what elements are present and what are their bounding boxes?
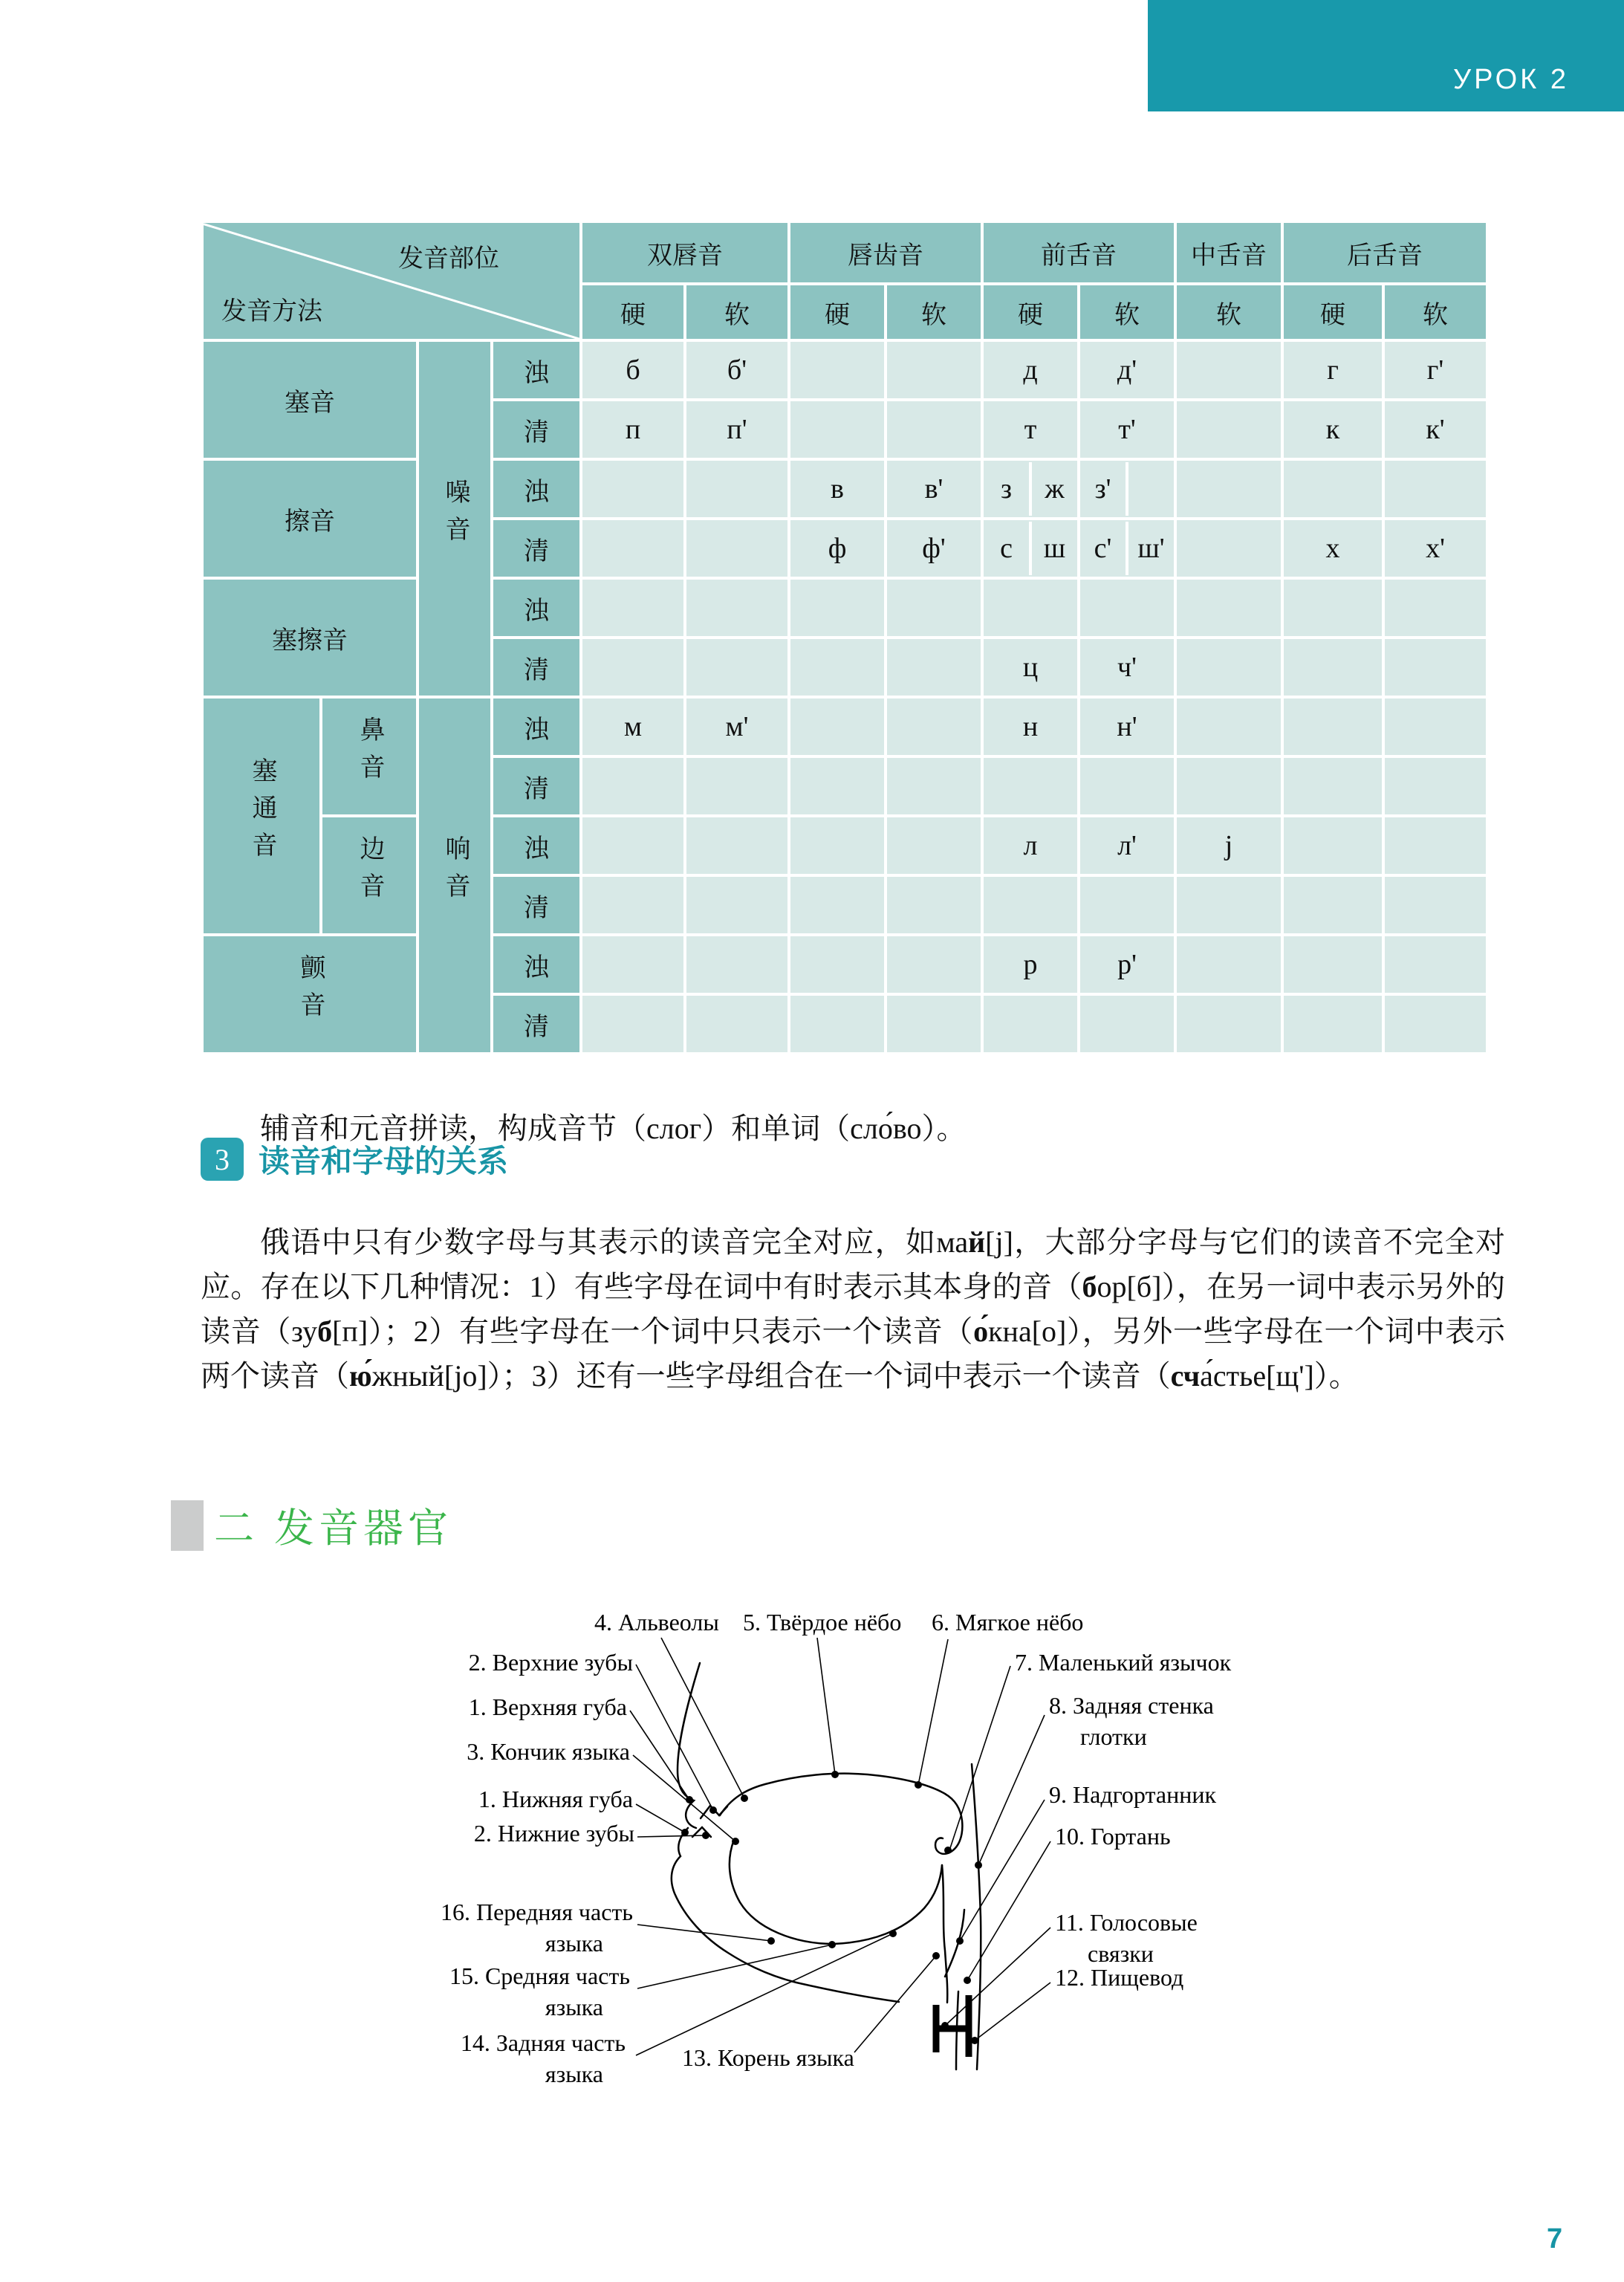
col-header-back: 后舌音 bbox=[1282, 221, 1487, 284]
consonant-articulation-table bbox=[201, 220, 1489, 1055]
pharynx-wall bbox=[972, 1764, 981, 2069]
dot-pharynx-wall bbox=[975, 1861, 982, 1869]
row-label-stop: 塞音 bbox=[202, 340, 418, 459]
table-cell bbox=[1175, 935, 1282, 994]
label-alveoli: 4. Альвеолы bbox=[594, 1609, 719, 1636]
dot-vocal-cords bbox=[941, 2022, 949, 2029]
table-cell: п bbox=[581, 400, 685, 459]
table-subcell: з bbox=[1000, 473, 1012, 505]
table-subcell: с bbox=[1000, 533, 1013, 564]
table-cell: л bbox=[982, 816, 1079, 875]
subheader-hard: 硬 bbox=[789, 284, 886, 340]
table-cell bbox=[581, 994, 685, 1054]
corner-label-method: 发音方法 bbox=[221, 298, 322, 325]
table-cell bbox=[581, 756, 685, 816]
label-tongue-tip: 3. Кончик языка bbox=[467, 1738, 630, 1765]
label-hard-palate: 5. Твёрдое нёбо bbox=[743, 1609, 902, 1636]
table-cell bbox=[886, 756, 982, 816]
row-label-voiced: 浊 bbox=[492, 578, 581, 638]
row-label-text: 鼻音 bbox=[356, 716, 383, 791]
dot-soft-palate bbox=[915, 1781, 922, 1789]
table-cell bbox=[1175, 400, 1282, 459]
row-label-lateral bbox=[321, 816, 418, 935]
table-cell bbox=[789, 400, 886, 459]
row-label-voiceless: 清 bbox=[492, 994, 581, 1054]
table-cell bbox=[886, 340, 982, 400]
table-cell: р' bbox=[1079, 935, 1175, 994]
table-cell bbox=[886, 400, 982, 459]
row-label-nasal bbox=[321, 697, 418, 816]
table-cell bbox=[1175, 638, 1282, 697]
label-tongue-front-2: языка bbox=[545, 1930, 603, 1957]
table-cell: ф' bbox=[886, 519, 982, 578]
row-label-voiced: 浊 bbox=[492, 340, 581, 400]
dot-tongue-middle bbox=[828, 1941, 836, 1948]
paragraph-letters-sounds: 俄语中只有少数字母与其表示的读音完全对应，如май[j]，大部分字母与它们的读音不完全对应。存在以下几种情况：1）有些字母在词中有时表示其本身的音（бор[б]），在另一词中表示另外的读音（зуб[п]）；2）有些字母在一个词中只表示一个读音（о́кна[о]），另外一些字母在一个词中表示两个读音（ю́жный[jо]）；3）还有一些字母组合在一个词中表示一个读音（сча́стье[щ']）。 bbox=[201, 1225, 1506, 1393]
table-cell bbox=[1383, 816, 1487, 875]
table-cell bbox=[1282, 697, 1383, 756]
palate-uvula bbox=[720, 1774, 962, 1854]
table-subcell: з' bbox=[1094, 473, 1111, 505]
table-cell bbox=[789, 756, 886, 816]
table-subcell: с' bbox=[1094, 533, 1112, 564]
row-label-trill bbox=[202, 935, 418, 1054]
split-cell bbox=[1080, 462, 1174, 516]
dot-epiglottis bbox=[956, 1937, 964, 1945]
subheader-soft: 软 bbox=[685, 284, 789, 340]
dot-upper-teeth bbox=[709, 1806, 717, 1814]
table-cell bbox=[581, 638, 685, 697]
table-cell: ц bbox=[982, 638, 1079, 697]
table-cell bbox=[1282, 578, 1383, 638]
dot-tongue-tip bbox=[732, 1838, 739, 1845]
table-cell: м bbox=[581, 697, 685, 756]
table-cell bbox=[982, 578, 1079, 638]
table-cell bbox=[982, 875, 1079, 935]
row-label-stop-passage bbox=[202, 697, 321, 935]
table-cell: ф bbox=[789, 519, 886, 578]
table-cell: х bbox=[1282, 519, 1383, 578]
row-label-voiced: 浊 bbox=[492, 459, 581, 519]
table-cell bbox=[685, 519, 789, 578]
table-cell bbox=[789, 638, 886, 697]
row-label-voiceless: 清 bbox=[492, 400, 581, 459]
table-cell bbox=[1282, 816, 1383, 875]
row-label-voiced: 浊 bbox=[492, 935, 581, 994]
tongue-root bbox=[942, 1865, 947, 2003]
table-cell bbox=[685, 578, 789, 638]
row-label-text: 响音 bbox=[441, 834, 469, 910]
label-tongue-middle-2: языка bbox=[545, 1994, 603, 2020]
table-cell bbox=[1079, 875, 1175, 935]
table-cell bbox=[1175, 459, 1282, 519]
split-cell bbox=[984, 522, 1077, 575]
table-cell bbox=[581, 459, 685, 519]
table-cell bbox=[581, 935, 685, 994]
subheader-soft: 软 bbox=[1383, 284, 1487, 340]
diagram-labels bbox=[441, 1609, 1232, 2087]
label-upper-teeth: 2. Верхние зубы bbox=[468, 1649, 633, 1676]
table-cell bbox=[685, 816, 789, 875]
table-cell bbox=[886, 638, 982, 697]
table-corner bbox=[202, 221, 581, 340]
row-label-text: 噪音 bbox=[441, 478, 469, 553]
table-cell bbox=[685, 994, 789, 1054]
table-cell bbox=[1175, 340, 1282, 400]
table-subcell: ш bbox=[1029, 522, 1077, 575]
paragraph-syllable: 辅音和元音拼读，构成音节（слог）和单词（сло́во）。 bbox=[260, 1112, 967, 1145]
table-cell bbox=[1079, 519, 1175, 578]
table-cell bbox=[1383, 638, 1487, 697]
table-cell bbox=[1079, 756, 1175, 816]
label-lower-lip: 1. Нижняя губа bbox=[478, 1786, 633, 1812]
table-cell bbox=[1383, 935, 1487, 994]
table-cell: д bbox=[982, 340, 1079, 400]
section-marker bbox=[171, 1500, 204, 1551]
table-cell bbox=[581, 875, 685, 935]
table-cell bbox=[581, 578, 685, 638]
corner-label-place: 发音部位 bbox=[398, 245, 499, 273]
label-epiglottis: 9. Надгортанник bbox=[1049, 1781, 1216, 1808]
table-cell bbox=[1383, 459, 1487, 519]
table-cell bbox=[685, 875, 789, 935]
subheader-soft: 软 bbox=[886, 284, 982, 340]
dot-tongue-back bbox=[889, 1930, 897, 1937]
subheader-hard: 硬 bbox=[1282, 284, 1383, 340]
table-cell bbox=[982, 519, 1079, 578]
dot-esophagus bbox=[971, 2037, 978, 2044]
page-number: 7 bbox=[1547, 2223, 1563, 2255]
table-cell bbox=[982, 756, 1079, 816]
table-subcell: ш' bbox=[1126, 522, 1174, 575]
col-header-bilabial: 双唇音 bbox=[581, 221, 789, 284]
table-cell: б bbox=[581, 340, 685, 400]
label-vocal-cords-2: связки bbox=[1088, 1940, 1154, 1967]
table-subcell bbox=[1126, 462, 1174, 516]
row-label-voiceless: 清 bbox=[492, 875, 581, 935]
col-header-labiodental: 唇齿音 bbox=[789, 221, 982, 284]
table-cell bbox=[1079, 578, 1175, 638]
table-cell: т bbox=[982, 400, 1079, 459]
table-cell: j bbox=[1175, 816, 1282, 875]
table-cell: г bbox=[1282, 340, 1383, 400]
table-cell: п' bbox=[685, 400, 789, 459]
table-cell bbox=[685, 935, 789, 994]
table-cell bbox=[789, 340, 886, 400]
section-number-badge: 3 bbox=[201, 1138, 244, 1181]
table-cell: г' bbox=[1383, 340, 1487, 400]
table-cell bbox=[1282, 935, 1383, 994]
table-cell: в' bbox=[886, 459, 982, 519]
table-cell bbox=[982, 994, 1079, 1054]
table-cell: т' bbox=[1079, 400, 1175, 459]
table-cell: х' bbox=[1383, 519, 1487, 578]
dot-lower-lip bbox=[681, 1829, 689, 1836]
table-cell bbox=[1175, 697, 1282, 756]
dot-upper-lip bbox=[686, 1796, 693, 1803]
row-label-voiced: 浊 bbox=[492, 697, 581, 756]
table-cell bbox=[1282, 459, 1383, 519]
row-label-text: 颤音 bbox=[296, 953, 324, 1028]
dot-lower-teeth bbox=[702, 1832, 709, 1839]
table-cell: л' bbox=[1079, 816, 1175, 875]
table-cell: к' bbox=[1383, 400, 1487, 459]
table-cell bbox=[581, 519, 685, 578]
table-cell: в bbox=[789, 459, 886, 519]
label-tongue-back-2: языка bbox=[545, 2061, 603, 2087]
table-cell bbox=[685, 638, 789, 697]
label-tongue-root: 13. Корень языка bbox=[682, 2044, 854, 2071]
label-larynx: 10. Гортань bbox=[1055, 1823, 1171, 1850]
table-cell bbox=[685, 459, 789, 519]
table-cell bbox=[789, 994, 886, 1054]
table-cell bbox=[789, 935, 886, 994]
table-cell bbox=[1282, 875, 1383, 935]
table-cell bbox=[1079, 459, 1175, 519]
dot-uvula bbox=[944, 1847, 952, 1854]
table-cell bbox=[1282, 638, 1383, 697]
table-cell: б' bbox=[685, 340, 789, 400]
section-2-heading bbox=[171, 1497, 452, 1554]
table-cell: р bbox=[982, 935, 1079, 994]
table-cell bbox=[789, 697, 886, 756]
row-label-text: 边音 bbox=[356, 834, 383, 910]
table-cell bbox=[581, 816, 685, 875]
table-cell bbox=[886, 875, 982, 935]
subheader-hard: 硬 bbox=[982, 284, 1079, 340]
label-esophagus: 12. Пищевод bbox=[1055, 1964, 1184, 1991]
table-cell: н' bbox=[1079, 697, 1175, 756]
subheader-soft: 软 bbox=[1079, 284, 1175, 340]
split-cell bbox=[984, 462, 1077, 516]
split-cell bbox=[1080, 522, 1174, 575]
table-cell: м' bbox=[685, 697, 789, 756]
table-cell bbox=[886, 578, 982, 638]
table-cell: д' bbox=[1079, 340, 1175, 400]
table-cell bbox=[1175, 875, 1282, 935]
dot-tongue-front bbox=[767, 1937, 775, 1945]
dot-tongue-root bbox=[932, 1952, 940, 1960]
table-cell bbox=[789, 875, 886, 935]
row-label-fricative: 擦音 bbox=[202, 459, 418, 578]
col-header-middle: 中舌音 bbox=[1175, 221, 1282, 284]
label-tongue-middle-1: 15. Средняя часть bbox=[449, 1962, 630, 1989]
subheader-hard: 硬 bbox=[581, 284, 685, 340]
table-cell bbox=[1175, 994, 1282, 1054]
anatomy-dots bbox=[681, 1771, 982, 2044]
subheader-soft: 软 bbox=[1175, 284, 1282, 340]
row-label-sonorant bbox=[418, 697, 492, 1054]
row-label-voiceless: 清 bbox=[492, 638, 581, 697]
table-cell bbox=[1079, 994, 1175, 1054]
table-cell bbox=[1175, 756, 1282, 816]
table-cell bbox=[1383, 697, 1487, 756]
label-soft-palate: 6. Мягкое нёбо bbox=[932, 1609, 1084, 1636]
row-label-voiceless: 清 bbox=[492, 519, 581, 578]
label-lower-teeth: 2. Нижние зубы bbox=[473, 1820, 634, 1847]
table-cell bbox=[886, 935, 982, 994]
table-cell bbox=[1175, 578, 1282, 638]
table-cell bbox=[1383, 578, 1487, 638]
row-label-affricate: 塞擦音 bbox=[202, 578, 418, 697]
label-uvula: 7. Маленький язычок bbox=[1015, 1649, 1232, 1676]
label-tongue-front-1: 16. Передняя часть bbox=[440, 1899, 633, 1925]
tongue-top bbox=[730, 1840, 942, 1944]
table-cell bbox=[1282, 756, 1383, 816]
larynx-marks bbox=[936, 1995, 969, 2057]
row-label-text: 塞通音 bbox=[248, 756, 276, 869]
table-cell bbox=[982, 459, 1079, 519]
vocal-tract-diagram bbox=[416, 1605, 1308, 2110]
table-cell bbox=[886, 816, 982, 875]
dot-larynx bbox=[964, 1977, 971, 1984]
table-cell bbox=[1282, 994, 1383, 1054]
table-cell bbox=[789, 578, 886, 638]
table-cell bbox=[685, 756, 789, 816]
label-pharynx-2: глотки bbox=[1080, 1723, 1147, 1750]
lower-lip-chin bbox=[672, 1828, 899, 2002]
table-cell bbox=[1383, 875, 1487, 935]
dot-alveoli bbox=[741, 1795, 748, 1802]
row-label-noise bbox=[418, 340, 492, 697]
table-cell bbox=[1175, 519, 1282, 578]
table-subcell: ж bbox=[1029, 462, 1077, 516]
section-title: 二 发音器官 bbox=[214, 1506, 453, 1551]
label-pharynx-1: 8. Задняя стенка bbox=[1049, 1692, 1214, 1719]
col-header-front: 前舌音 bbox=[982, 221, 1175, 284]
label-upper-lip: 1. Верхняя губа bbox=[468, 1693, 627, 1720]
section-3-heading bbox=[201, 1137, 508, 1181]
table-cell bbox=[886, 994, 982, 1054]
table-cell bbox=[1383, 994, 1487, 1054]
section-title: 读音和字母的关系 bbox=[259, 1145, 509, 1179]
label-vocal-cords-1: 11. Голосовые bbox=[1055, 1909, 1198, 1936]
table-cell: к bbox=[1282, 400, 1383, 459]
table-cell bbox=[789, 816, 886, 875]
row-label-voiceless: 清 bbox=[492, 756, 581, 816]
label-tongue-back-1: 14. Задняя часть bbox=[460, 2029, 626, 2056]
dot-hard-palate bbox=[831, 1771, 839, 1778]
table-cell: ч' bbox=[1079, 638, 1175, 697]
row-label-voiced: 浊 bbox=[492, 816, 581, 875]
table-cell: н bbox=[982, 697, 1079, 756]
lesson-header-bar bbox=[1148, 0, 1624, 111]
table-cell bbox=[886, 697, 982, 756]
lesson-title: УРОК 2 bbox=[1452, 64, 1569, 95]
table-cell bbox=[1383, 756, 1487, 816]
